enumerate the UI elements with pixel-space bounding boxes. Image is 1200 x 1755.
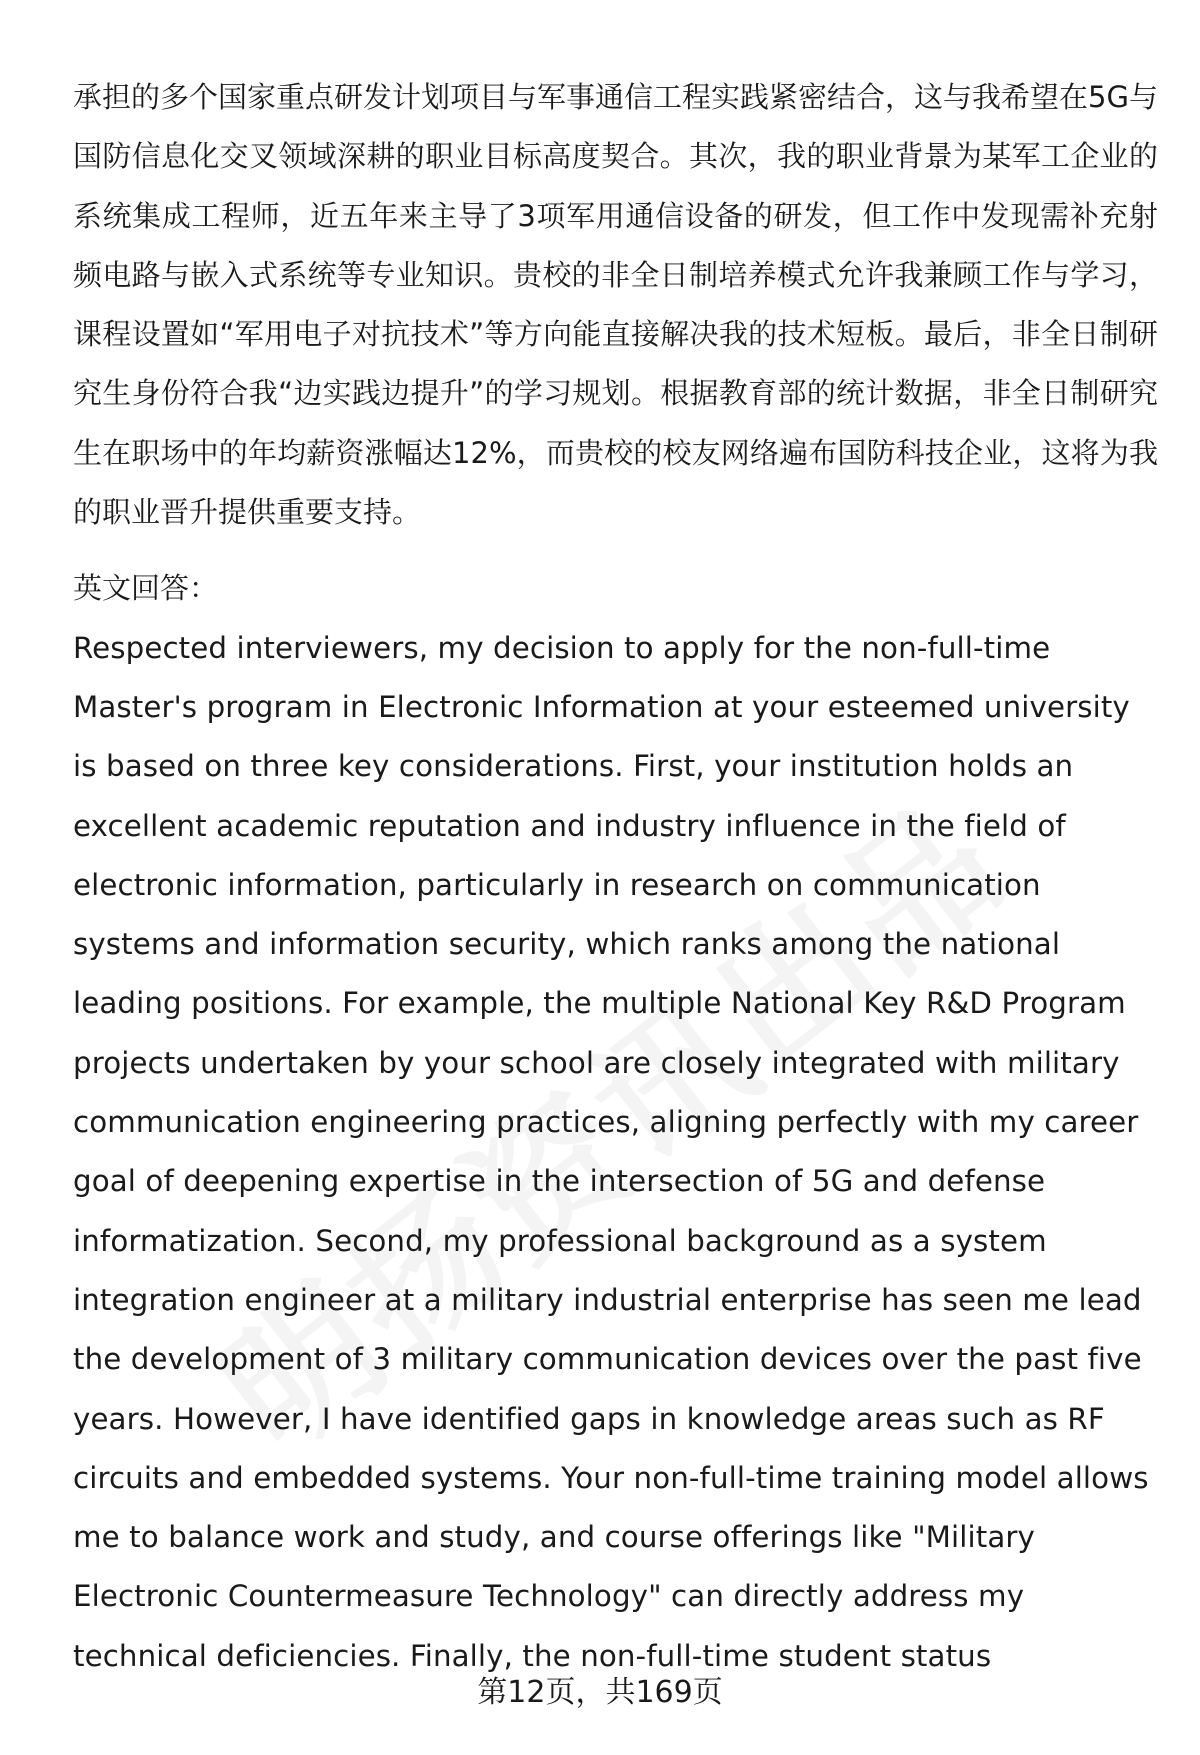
chinese-paragraph: 承担的多个国家重点研发计划项目与军事通信工程实践紧密结合，这与我希望在5G与国防信息化交叉领域深耕的职业目标高度契合。其次，我的职业背景为某军工企业的系统集成工程师，近五年来主导了3项军用通信设备的研发，但工作中发现需补充射频电路与嵌入式系统等专业知识。贵校的非全日制培养模式允许我兼顾工作与学习，课程设置如“军用电子对抗技术”等方向能直接解决我的技术短板。最后，非全日制研究生身份符合我“边实践边提升”的学习规划。根据教育部的统计数据，非全日制研究生在职场中的年均薪资涨幅达12%，而贵校的校友网络遍布国防科技企业，这将为我的职业晋升提供重要支持。 [73, 80, 1158, 530]
page-number: 第12页，共169页 [477, 1675, 723, 1710]
document-body [73, 68, 1158, 1686]
english-paragraph: Respected interviewers, my decision to apply for the non-full-time Master's program in Electronic Information at your esteemed university is based on three key considerations. First, your institution holds an excellent academic reputation and industry influence in the field of electronic information, particularly in research on communication systems and information security, which ranks among the national leading positions. For example, the multiple National Key R&D Program projects undertaken by your school are closely integrated with military communication engineering practices, aligning perfectly with my career goal of deepening expertise in the intersection of 5G and defense informatization. Second, my professional background as a system integration engineer at a military industrial enterprise has seen me lead the development of 3 military communication devices over the past five years. However, I have identified gaps in knowledge areas such as RF circuits and embedded systems. Your non-full-time training model allows me to balance work and study, and course offerings like "Military Electronic Countermeasure Technology" can directly address my technical deficiencies. Finally, the non-full-time student status [73, 630, 1149, 1673]
english-answer-label: 英文回答： [73, 571, 219, 606]
